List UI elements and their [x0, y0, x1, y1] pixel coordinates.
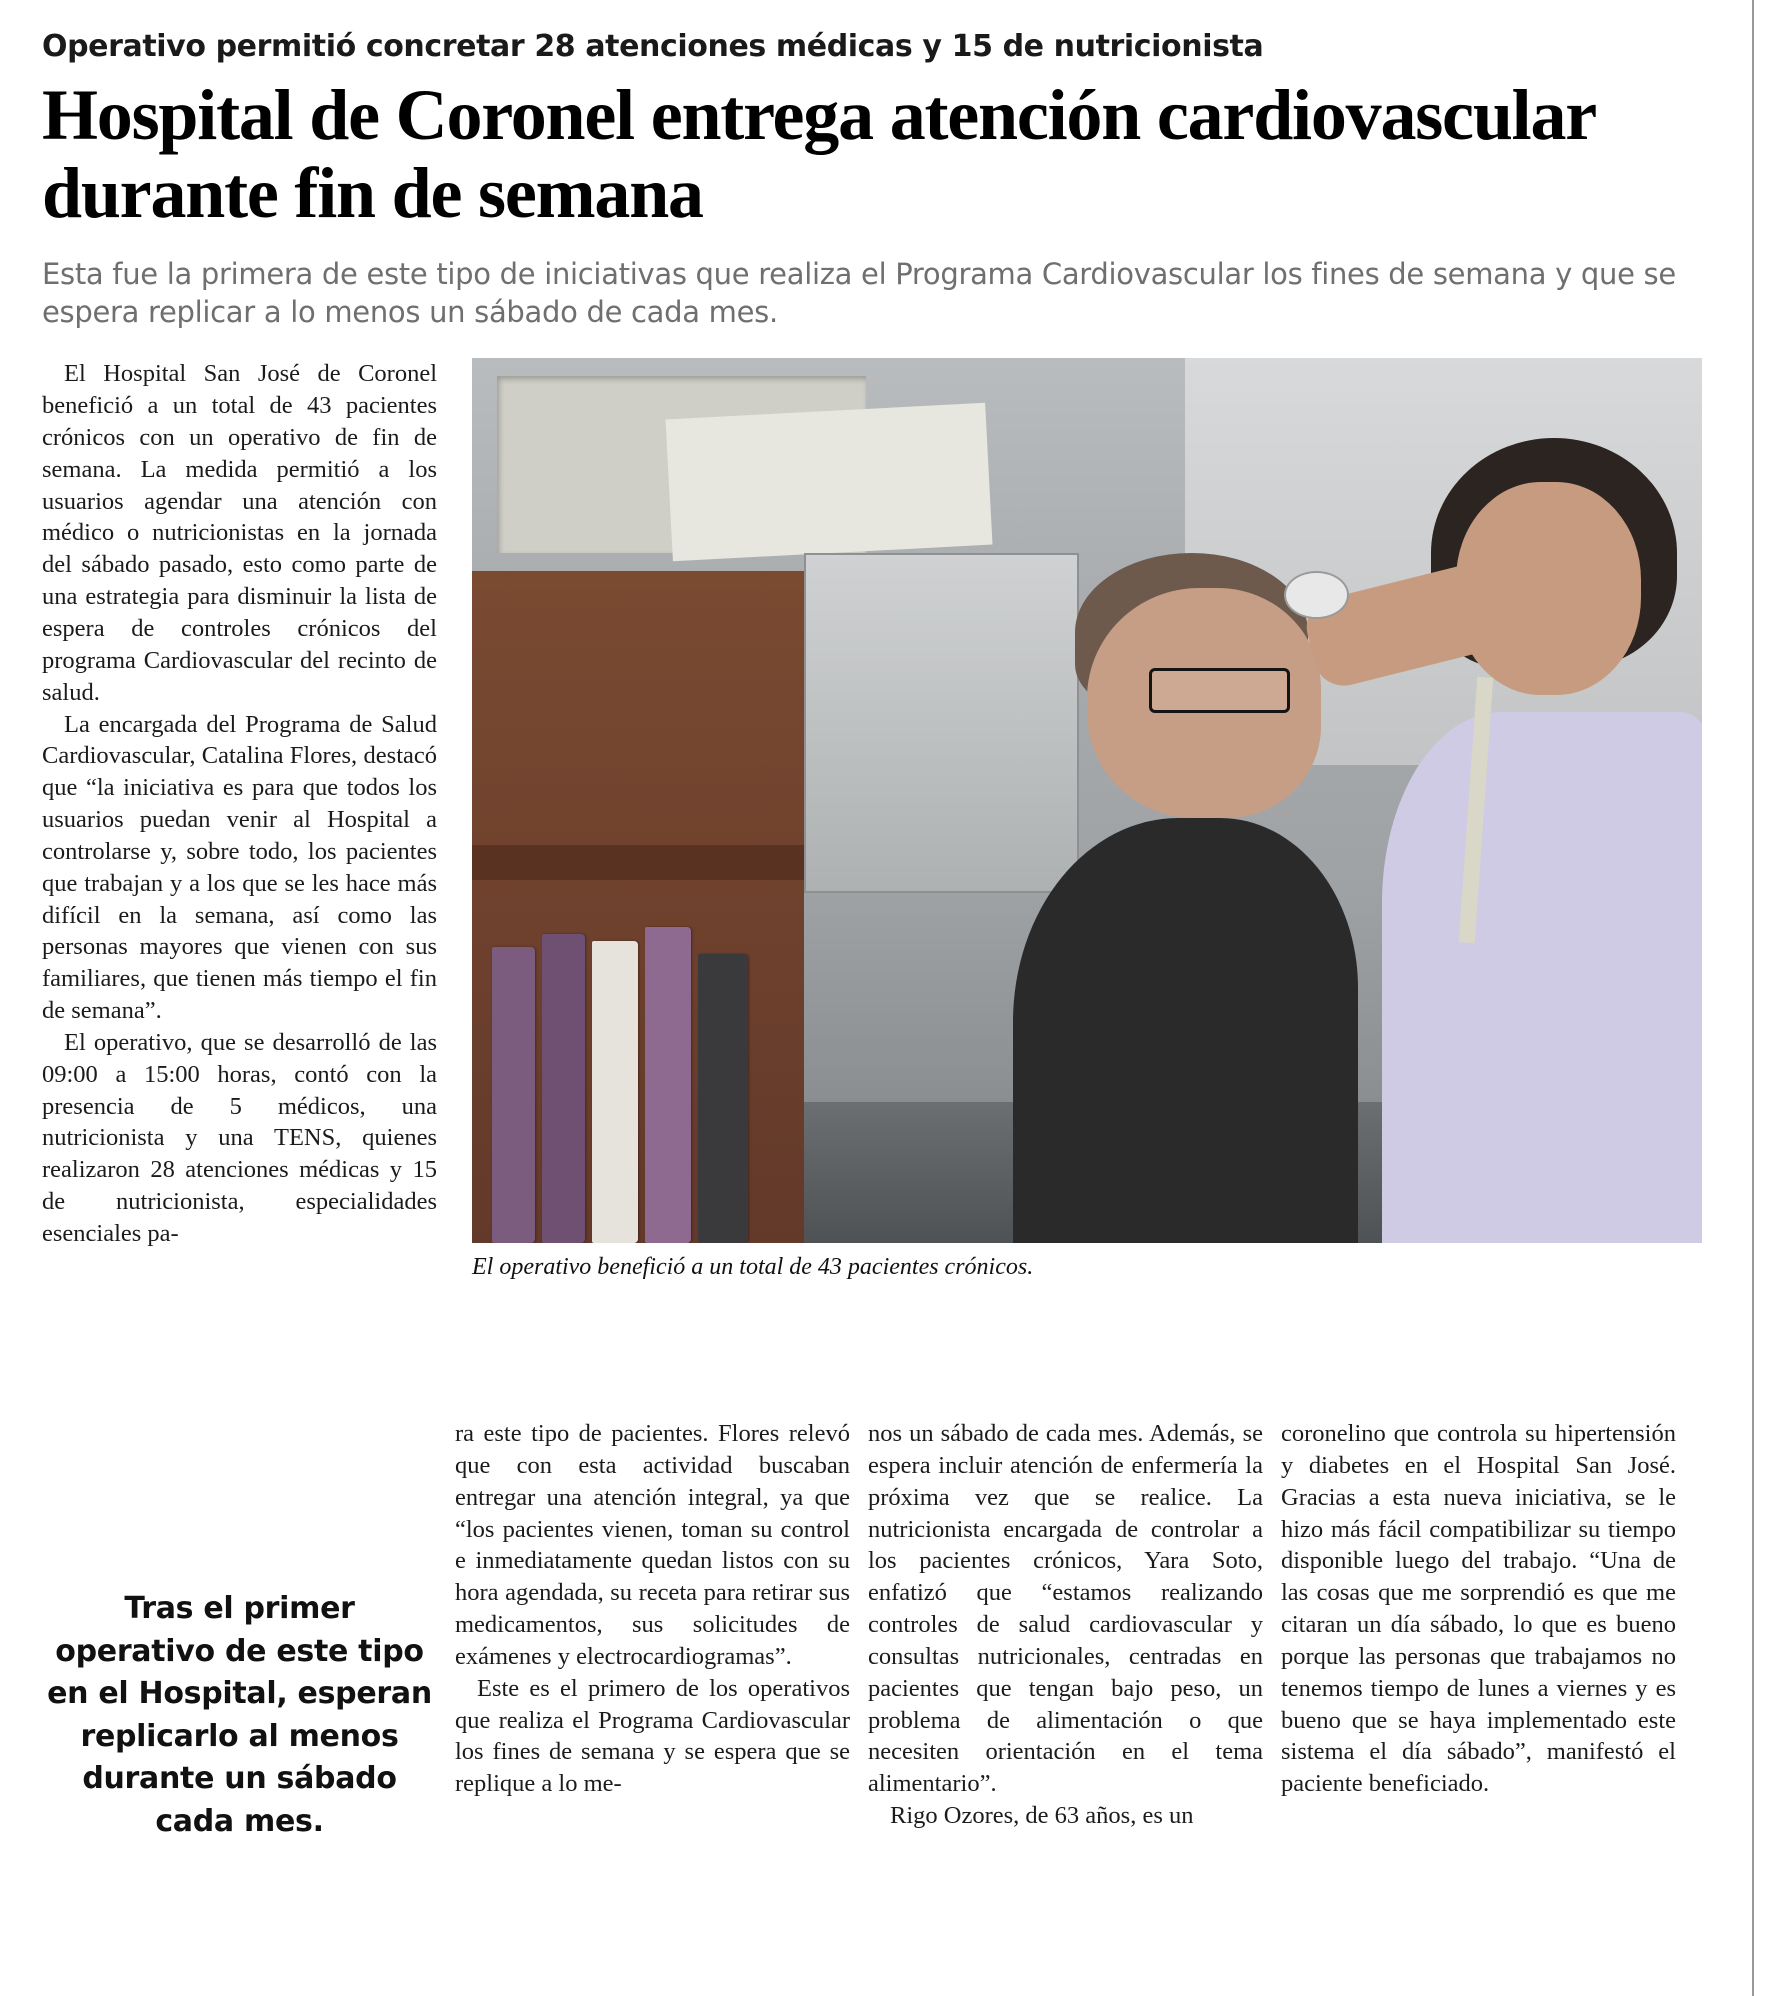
- photo-patient-glasses: [1149, 668, 1290, 713]
- article-kicker: Operativo permitió concretar 28 atenciones médicas y 15 de nutricionista: [42, 29, 1264, 64]
- photo-wooden-cabinet: [472, 571, 804, 1244]
- photo-binder: [698, 954, 748, 1243]
- paragraph: El Hospital San José de Coronel benefició a un total de 43 pacientes crónicos con un operativo de fin de semana. La medida permitió a los usuarios agendar una atención con médico o nutricionistas en la jornada del sábado pasado, esto como parte de una estrategia para disminuir la lista de espera de controles crónicos del programa Cardiovascular del recinto de salud.: [42, 360, 437, 706]
- photo-binder: [592, 941, 638, 1244]
- paragraph: Rigo Ozores, de 63 años, es un: [890, 1802, 1194, 1830]
- article-standfirst: Esta fue la primera de este tipo de iniciativas que realiza el Programa Cardiovascular los fines de semana y que se espera replicar a lo menos un sábado de cada mes.: [42, 256, 1676, 330]
- article-upper-section: [42, 358, 1702, 1318]
- article-pullquote-column: [42, 1418, 437, 1844]
- photo-binder: [645, 927, 691, 1243]
- paragraph: nos un sábado de cada mes. Además, se espera incluir atención de enfermería la próxima vez que se realice. La nutricionista encargada de controlar a los pacientes crónicos, Yara Soto, enfatizó que “estamos realizando controles de salud cardiovascular y consultas nutricionales, centradas en pacientes que tengan bajo peso, un problema de alimentación o que necesiten orientación en el tema alimentario”.: [868, 1420, 1263, 1798]
- paragraph: El operativo, que se desarrolló de las 09:00 a 15:00 horas, contó con la presencia de 5 médicos, una nutricionista y una TENS, quienes realizaron 28 atenciones médicas y 15 de nutricionista, especialidades esenciales pa-: [42, 1028, 437, 1247]
- photo-papers: [665, 403, 992, 561]
- photo-measuring-device: [1284, 571, 1350, 619]
- page-title: Hospital de Coronel entrega atención cardiovascular durante fin de semana: [42, 75, 1595, 233]
- article-column-4: [1281, 1418, 1676, 1844]
- nurse-measuring-patient-photo: [472, 358, 1702, 1243]
- paragraph: ra este tipo de pacientes. Flores relevó que con esta actividad buscaban entregar una atención integral, ya que “los pacientes vienen, toman su control e inmediatamente quedan listos con su hora agendada, su receta para retirar sus medicamentos, sus solicitudes de exámenes y electrocardiogramas”.: [455, 1420, 850, 1670]
- article-content: [42, 30, 1702, 1318]
- photo-binder: [542, 934, 585, 1243]
- article-photo-figure: [472, 358, 1702, 1282]
- photo-shelf-edge: [472, 845, 804, 880]
- pull-quote: Tras el primer operativo de este tipo en el Hospital, esperan replicarlo al menos durante un sábado cada mes.: [47, 1591, 432, 1839]
- article-column-3: [868, 1418, 1263, 1844]
- article-column-1: [42, 358, 437, 1250]
- photo-monitor: [804, 553, 1079, 893]
- photo-caption: El operativo benefició a un total de 43 pacientes crónicos.: [472, 1254, 1034, 1281]
- paragraph: La encargada del Programa de Salud Cardiovascular, Catalina Flores, destacó que “la iniciativa es para que todos los usuarios puedan venir al Hospital a controlarse y, sobre todo, los pacientes que trabajan y a los que se les hace más difícil en la semana, así como las personas mayores que vienen con sus familiares, que tienen más tiempo el fin de semana”.: [42, 710, 437, 1025]
- photo-patient-body: [1013, 818, 1357, 1243]
- article-lower-section: [42, 1418, 1702, 1844]
- photo-nurse-body: [1382, 712, 1702, 1243]
- paragraph: Este es el primero de los operativos que realiza el Programa Cardiovascular los fines de semana y se espera que se replique a lo me-: [455, 1674, 850, 1798]
- photo-binder: [492, 947, 535, 1243]
- paragraph: coronelino que controla su hipertensión y diabetes en el Hospital San José. Gracias a esta nueva iniciativa, se le hizo más fácil compatibilizar su tiempo disponible luego del trabajo. “Una de las cosas que me sorprendió es que me citaran un día sábado, lo que es bueno porque las personas que trabajamos no tenemos tiempo de lunes a viernes y es bueno que se haya implementado este sistema el día sábado”, manifestó el paciente beneficiado.: [1281, 1420, 1676, 1798]
- article-column-2: [455, 1418, 850, 1844]
- page-vertical-rule: [1752, 0, 1754, 1996]
